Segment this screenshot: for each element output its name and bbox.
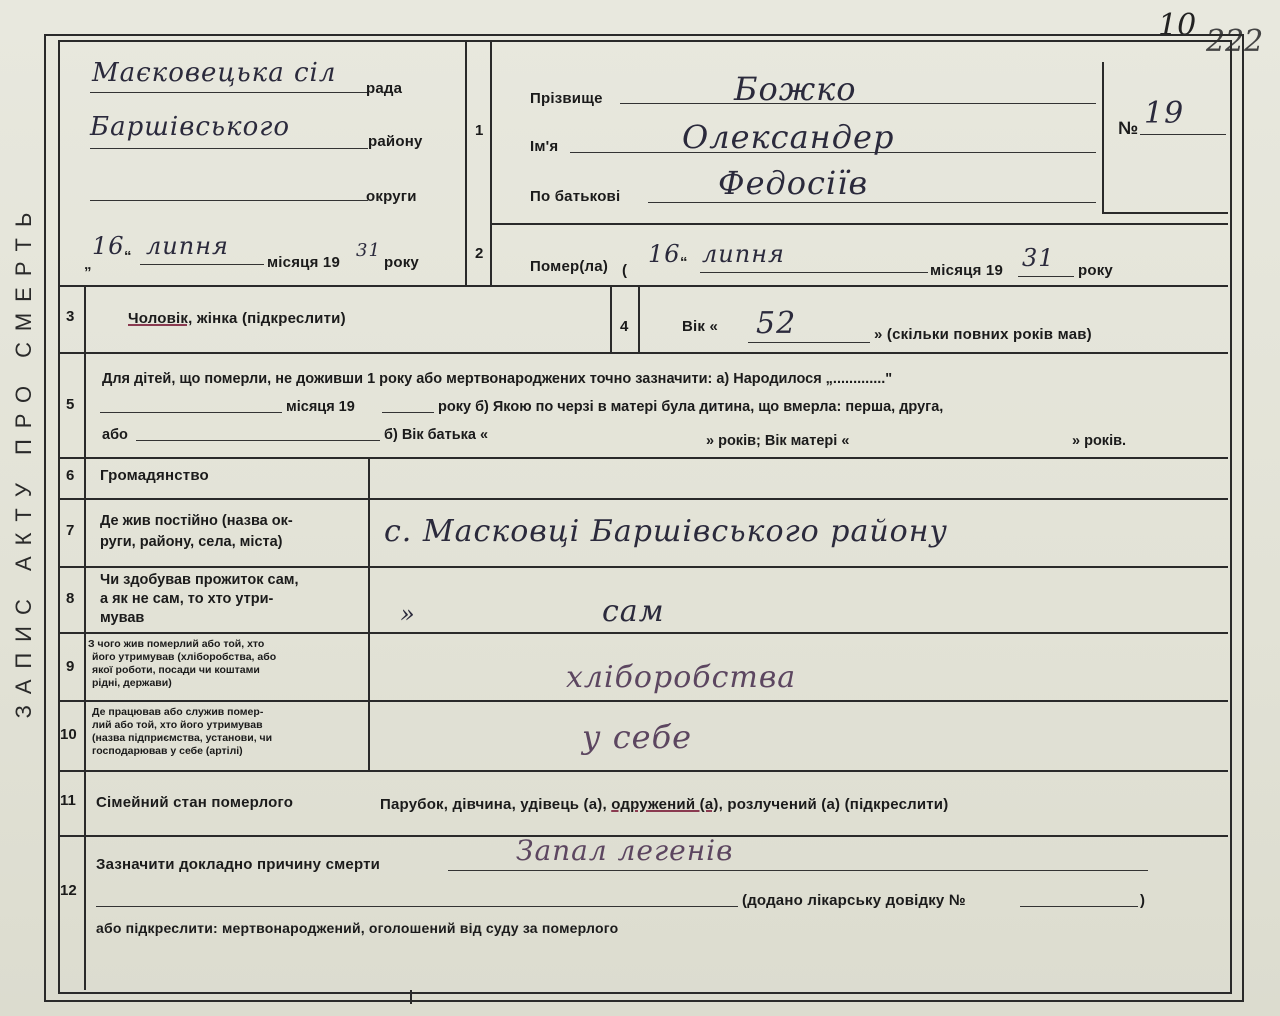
vline-b bbox=[490, 40, 492, 285]
patronymic-line bbox=[648, 202, 1096, 203]
family-opt1: Парубок, дівчина, удівець (а), bbox=[380, 796, 607, 813]
livelihood-label3: мував bbox=[100, 610, 145, 626]
cert-label: (додано лікарську довідку № bbox=[742, 892, 966, 909]
hline-record-box bbox=[1102, 212, 1228, 214]
rule-row2 bbox=[490, 223, 1228, 225]
infant-year-blank bbox=[382, 412, 434, 413]
death-suffix: року bbox=[1078, 262, 1113, 279]
source-value: хліборобства bbox=[566, 660, 797, 695]
patronymic-label: По батькові bbox=[530, 188, 621, 205]
citizenship-label: Громадянство bbox=[100, 467, 209, 484]
cause-line2 bbox=[96, 906, 738, 907]
residence-label1: Де жив постійно (назва ок- bbox=[100, 513, 293, 529]
vline-row3-mid2 bbox=[638, 285, 640, 352]
source-label1: З чого жив померлий або той, хто bbox=[88, 638, 265, 650]
row-number-3: 3 bbox=[66, 308, 75, 325]
family-label: Сімейний стан померлого bbox=[96, 794, 294, 811]
okrug-line bbox=[90, 200, 368, 201]
cause-label: Зазначити докладно причину смерти bbox=[96, 856, 381, 873]
infant-line3b: б) Вік батька « bbox=[384, 427, 489, 443]
vline-a bbox=[465, 40, 467, 285]
livelihood-value: сам bbox=[602, 594, 665, 629]
sex-rest-label: жінка (підкреслити) bbox=[196, 310, 346, 327]
row-number-2: 2 bbox=[475, 245, 484, 262]
record-no-label: № bbox=[1118, 118, 1139, 138]
family-opt3: розлучений (а) (підкреслити) bbox=[727, 796, 949, 813]
okrug-label: округи bbox=[366, 188, 417, 205]
side-title: ЗАПИС АКТУ ПРО СМЕРТЬ bbox=[11, 201, 36, 719]
livelihood-label1: Чи здобував прожиток сам, bbox=[100, 572, 299, 588]
death-month-label: місяця 19 bbox=[930, 262, 1003, 279]
cause-value: Запал легенів bbox=[516, 834, 734, 867]
rule-row11 bbox=[60, 770, 1228, 772]
source-label2: його утримував (хліборобства, або bbox=[92, 651, 277, 663]
row-number-7: 7 bbox=[66, 522, 75, 539]
cert-line bbox=[1020, 906, 1138, 907]
death-day: 16 bbox=[648, 240, 681, 268]
work-label3: (назва підприємства, установи, чи bbox=[92, 732, 273, 744]
death-label: Помер(ла) bbox=[530, 258, 609, 275]
rada-line bbox=[90, 92, 368, 93]
work-label4: господарював у себе (артілі) bbox=[92, 745, 243, 757]
infant-line1: Для дітей, що померли, не доживши 1 року або мертвонароджених точно зазначити: а) Народилося „............." bbox=[102, 371, 893, 387]
row-number-11: 11 bbox=[60, 792, 76, 809]
first-name-value: Олександер bbox=[682, 118, 895, 156]
rule-row10 bbox=[60, 700, 1228, 702]
residence-label2: руги, району, села, міста) bbox=[100, 534, 283, 550]
row-number-4: 4 bbox=[620, 318, 629, 335]
rada-value: Маєковецька сіл bbox=[92, 58, 337, 88]
death-month: липня bbox=[702, 240, 785, 268]
record-date-day: 16 bbox=[92, 232, 125, 260]
sex-male-label: Чоловік, bbox=[128, 310, 193, 327]
row-number-1: 1 bbox=[475, 122, 484, 139]
age-value: 52 bbox=[756, 306, 797, 341]
family-opt2: одружений (а), bbox=[611, 796, 723, 813]
infant-line2b: року б) Якою по черзі в матері була дитина, що вмерла: перша, друга, bbox=[438, 399, 944, 415]
rada-label: рада bbox=[366, 80, 403, 97]
source-label3: якої роботи, посади чи коштами bbox=[92, 664, 260, 676]
cause-alt-label: або підкреслити: мертвонароджений, оголошений від суду за померлого bbox=[96, 920, 619, 936]
row-number-10: 10 bbox=[60, 726, 77, 743]
surname-value: Божко bbox=[734, 70, 857, 108]
vline-number-col bbox=[84, 285, 86, 990]
vline-label-col bbox=[368, 457, 370, 770]
rule-row9 bbox=[60, 632, 1228, 634]
row-number-6: 6 bbox=[66, 467, 75, 484]
residence-value: с. Масковці Баршівського району bbox=[384, 514, 948, 549]
rule-row8 bbox=[60, 566, 1228, 568]
work-label1: Де працював або служив помер- bbox=[92, 706, 264, 718]
age-suffix: » (скільки повних років мав) bbox=[874, 326, 1092, 343]
record-date-month: липня bbox=[146, 232, 229, 260]
vline-row3-mid bbox=[610, 285, 612, 352]
infant-line2-blank bbox=[100, 412, 282, 413]
death-record-form: 10 222 ЗАПИС АКТУ ПРО СМЕРТЬ 1 2 3 4 5 6 7 8 9 10 11 12 Маєковецька сіл рада Баршівського району округи „ 16 “ липня місяця 19 31 року Прізвище Божко Ім'я Олександер По батькові Федосіїв № 19 Помер(ла) ( 16 “ липня місяця 19 31 року Чоловік, жінка (підкреслити) Вік « 52 » (скільки повних років мав) Для дітей, що померли, не доживши 1 року або мертвонароджених точно зазначити: а) Народилося „............." місяця 19 року б) Якою по черзі в матері була дитина, що вмерла: перша, друга, або б) Вік батька « » років; Вік матері « » років. Громадянство Де жив постійно (назва ок- руги, району, села, міста) с. Масковці Баршівського району Чи здобував прожиток сам, а як не сам, то хто утри- мував » сам З чого жив померлий або той, хто його утримував (хліборобства, або якої роботи, посади чи коштами рідні, держави) хліборобства Де працював або служив помер- лий або той, хто його утримував (назва підприємства, установи, чи господарював у себе (артілі) у себе Сімейний стан померлого Парубок, дівчина, удівець (а), одружений (а), розлучений (а) (підкреслити) Зазначити докладно причину смерти Запал легенів (додано лікарську довідку № ) або підкреслити: мертвонароджений, оголошений від суду за померлого bbox=[0, 0, 1280, 1016]
record-date-label: місяця 19 bbox=[267, 254, 340, 271]
infant-line2a: місяця 19 bbox=[286, 399, 355, 415]
record-month-line bbox=[140, 264, 264, 265]
record-date-suffix: року bbox=[384, 254, 419, 271]
rayon-label: району bbox=[368, 133, 423, 150]
rule-row5 bbox=[60, 352, 1228, 354]
death-month-line bbox=[700, 272, 928, 273]
livelihood-label2: а як не сам, то хто утри- bbox=[100, 591, 274, 607]
surname-label: Прізвище bbox=[530, 90, 603, 107]
vline-tick bbox=[410, 990, 412, 1004]
work-label2: лий або той, хто його утримував bbox=[92, 719, 263, 731]
age-line bbox=[748, 342, 870, 343]
rule-row7 bbox=[60, 498, 1228, 500]
source-label4: рідні, держави) bbox=[92, 677, 172, 689]
row-number-12: 12 bbox=[60, 882, 77, 899]
age-label: Вік « bbox=[682, 318, 719, 335]
infant-line3d: » років. bbox=[1072, 433, 1127, 449]
cert-close: ) bbox=[1140, 892, 1146, 909]
surname-line bbox=[620, 103, 1096, 104]
row-number-8: 8 bbox=[66, 590, 75, 607]
row-number-9: 9 bbox=[66, 658, 75, 675]
rayon-value: Баршівського bbox=[90, 112, 291, 142]
corner-number-a: 10 bbox=[1158, 8, 1197, 43]
corner-number-b: 222 bbox=[1206, 24, 1264, 59]
record-no-value: 19 bbox=[1144, 96, 1185, 131]
record-date-year: 31 bbox=[356, 240, 381, 261]
rule-row3 bbox=[60, 285, 1228, 287]
death-year: 31 bbox=[1022, 244, 1055, 272]
record-no-line bbox=[1140, 134, 1226, 135]
rayon-line bbox=[90, 148, 368, 149]
infant-line3a: або bbox=[102, 427, 128, 443]
livelihood-mark: » bbox=[400, 600, 416, 628]
patronymic-value: Федосіїв bbox=[718, 164, 869, 202]
rule-row6 bbox=[60, 457, 1228, 459]
vline-record-box bbox=[1102, 62, 1104, 212]
work-value: у себе bbox=[582, 718, 693, 756]
infant-line3-blank bbox=[136, 440, 380, 441]
infant-line3c: » років; Вік матері « bbox=[706, 433, 850, 449]
row-number-5: 5 bbox=[66, 396, 75, 413]
first-name-label: Ім'я bbox=[530, 138, 559, 155]
cause-line bbox=[448, 870, 1148, 871]
death-year-line bbox=[1018, 276, 1074, 277]
